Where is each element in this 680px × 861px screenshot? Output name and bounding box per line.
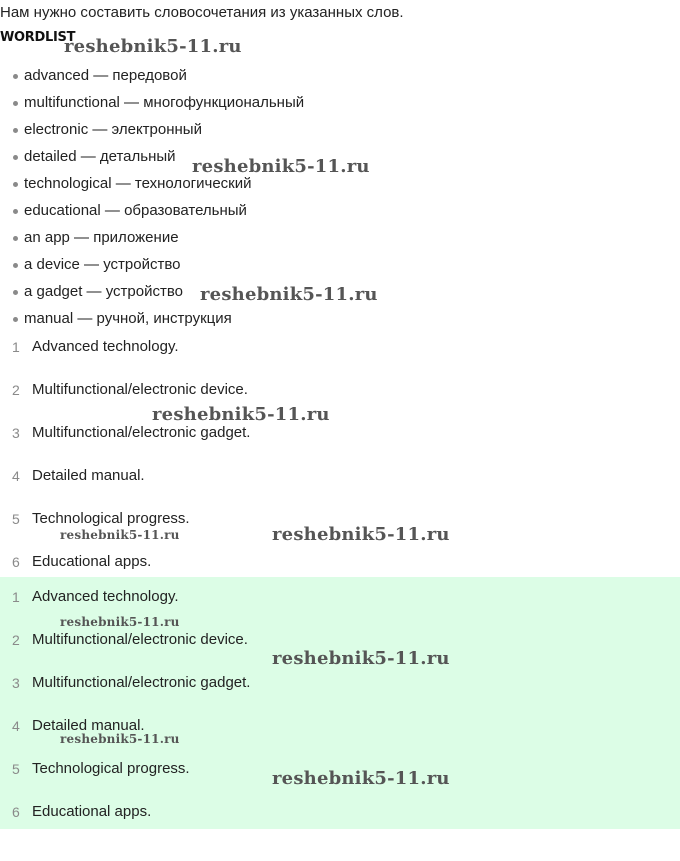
intro-text: Нам нужно составить словосочетания из указанных слов. (0, 4, 404, 21)
answer-text: Educational apps. (32, 803, 152, 820)
wordlist-heading: WORDLIST (0, 30, 76, 45)
wordlist-item: an app — приложение (0, 228, 304, 255)
answer-text: Technological progress. (32, 510, 190, 527)
bullet-icon (13, 74, 18, 79)
answer-text: Detailed manual. (32, 717, 145, 734)
watermark: reshebnik5-11.ru (60, 528, 180, 542)
answer-text: Technological progress. (32, 760, 190, 777)
bullet-icon (13, 263, 18, 268)
answer-number: 4 (12, 468, 20, 484)
watermark: reshebnik5-11.ru (60, 732, 180, 746)
wordlist-item: electronic — электронный (0, 120, 304, 147)
wordlist-item: detailed — детальный (0, 147, 304, 174)
bullet-icon (13, 101, 18, 106)
answer-text: Detailed manual. (32, 467, 145, 484)
answer-text: Educational apps. (32, 553, 152, 570)
answer-item (0, 380, 680, 423)
answer-number: 1 (12, 589, 20, 605)
answer-list (0, 337, 680, 595)
answer-number: 3 (12, 425, 20, 441)
wordlist-item: a device — устройство (0, 255, 304, 282)
watermark: reshebnik5-11.ru (152, 404, 330, 425)
bullet-icon (13, 317, 18, 322)
bullet-icon (13, 182, 18, 187)
wordlist-item: educational — образовательный (0, 201, 304, 228)
bullet-icon (13, 128, 18, 133)
answer-number: 3 (12, 675, 20, 691)
bullet-icon (13, 290, 18, 295)
watermark: reshebnik5-11.ru (60, 615, 180, 629)
watermark: reshebnik5-11.ru (200, 284, 378, 305)
answer-number: 6 (12, 554, 20, 570)
answer-text: Multifunctional/electronic gadget. (32, 674, 251, 691)
answer-number: 1 (12, 339, 20, 355)
watermark: reshebnik5-11.ru (64, 36, 242, 57)
watermark: reshebnik5-11.ru (272, 648, 450, 669)
answer-number: 5 (12, 761, 20, 777)
answer-item (0, 423, 680, 466)
answer-text: Advanced technology. (32, 338, 179, 355)
answer-item (0, 673, 680, 716)
answer-text: Multifunctional/electronic device. (32, 631, 248, 648)
answer-item (0, 337, 680, 380)
answer-item (0, 802, 680, 845)
bullet-icon (13, 236, 18, 241)
wordlist-item: manual — ручной, инструкция (0, 309, 304, 336)
bullet-icon (13, 155, 18, 160)
answer-text: Multifunctional/electronic gadget. (32, 424, 251, 441)
watermark: reshebnik5-11.ru (192, 156, 370, 177)
wordlist-item: a gadget — устройство (0, 282, 304, 309)
answer-number: 6 (12, 804, 20, 820)
answer-number: 2 (12, 632, 20, 648)
answer-number: 2 (12, 382, 20, 398)
bullet-icon (13, 209, 18, 214)
answer-text: Multifunctional/electronic device. (32, 381, 248, 398)
wordlist-item: multifunctional — многофункциональный (0, 93, 304, 120)
watermark: reshebnik5-11.ru (272, 768, 450, 789)
watermark: reshebnik5-11.ru (272, 524, 450, 545)
answer-item (0, 466, 680, 509)
wordlist-item: technological — технологический (0, 174, 304, 201)
answer-number: 5 (12, 511, 20, 527)
answer-text: Advanced technology. (32, 588, 179, 605)
wordlist-item: advanced — передовой (0, 66, 304, 93)
answer-number: 4 (12, 718, 20, 734)
